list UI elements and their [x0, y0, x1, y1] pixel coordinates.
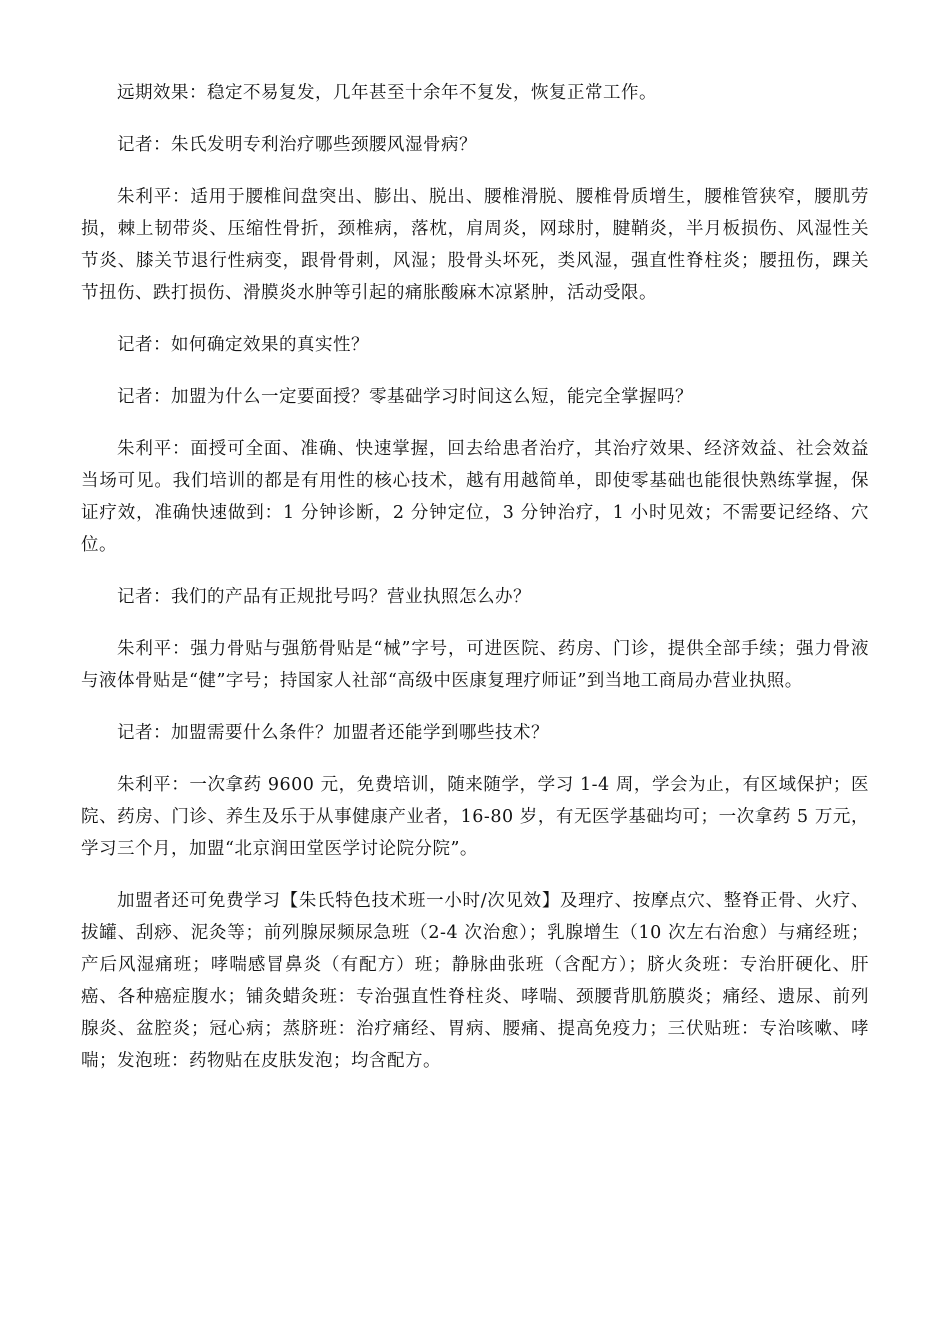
- paragraph-question-approval-license: 记者：我们的产品有正规批号吗？营业执照怎么办？: [117, 587, 531, 607]
- paragraph-question-treatable-diseases: 记者：朱氏发明专利治疗哪些颈腰风湿骨病？: [117, 135, 477, 155]
- paragraph-question-franchise-conditions: 记者：加盟需要什么条件？加盟者还能学到哪些技术？: [117, 723, 549, 743]
- paragraph-answer-approval-license: 朱利平：强力骨贴与强筋骨贴是“械”字号，可进医院、药房、门诊，提供全部手续；强力骨液与液体骨贴是“健”字号；持国家人社部“高级中医康复理疗师证”到当地工商局办营业执照。: [81, 639, 869, 691]
- paragraph-answer-treatable-diseases: 朱利平：适用于腰椎间盘突出、膨出、脱出、腰椎滑脱、腰椎骨质增生，腰椎管狭窄，腰肌劳损，棘上韧带炎、压缩性骨折，颈椎病，落枕，肩周炎，网球肘，腱鞘炎，半月板损伤、风湿性关节炎、膝关节退行性病变，跟骨骨刺，风湿；股骨头坏死，类风湿，强直性脊柱炎；腰扭伤，踝关节扭伤、跌打损伤、滑膜炎水肿等引起的痛胀酸麻木凉紧肿，活动受限。: [81, 187, 869, 303]
- paragraph-answer-in-person-training: 朱利平：面授可全面、准确、快速掌握，回去给患者治疗，其治疗效果、经济效益、社会效益当场可见。我们培训的都是有用性的核心技术，越有用越简单，即使零基础也能很快熟练掌握，保证疗效，准确快速做到：1 分钟诊断，2 分钟定位，3 分钟治疗，1 小时见效；不需要记经络、穴位。: [81, 439, 869, 555]
- paragraph-answer-franchise-conditions: 朱利平：一次拿药 9600 元，免费培训，随来随学，学习 1-4 周，学会为止，有区域保护；医院、药房、门诊、养生及乐于从事健康产业者，16-80 岁，有无医学基础均可；一次拿药 5 万元，学习三个月，加盟“北京润田堂医学讨论院分院”。: [81, 775, 869, 859]
- document-body: [81, 77, 869, 1097]
- paragraph-question-in-person-training: 记者：加盟为什么一定要面授？零基础学习时间这么短，能完全掌握吗？: [117, 387, 693, 407]
- paragraph-question-authenticity: 记者：如何确定效果的真实性？: [117, 335, 369, 355]
- paragraph-long-term-effect: 远期效果：稳定不易复发，几年甚至十余年不复发，恢复正常工作。: [117, 83, 657, 103]
- paragraph-free-courses: 加盟者还可免费学习【朱氏特色技术班一小时/次见效】及理疗、按摩点穴、整脊正骨、火疗、拔罐、刮痧、泥灸等；前列腺尿频尿急班（2-4 次治愈）；乳腺增生（10 次左右治愈）与痛经班；产后风湿痛班；哮喘感冒鼻炎（有配方）班；静脉曲张班（含配方）；脐火灸班：专治肝硬化、肝癌、各种癌症腹水；铺灸蜡灸班：专治强直性脊柱炎、哮喘、颈腰背肌筋膜炎；痛经、遗尿、前列腺炎、盆腔炎；冠心病；蒸脐班：治疗痛经、胃病、腰痛、提高免疫力；三伏贴班：专治咳嗽、哮喘；发泡班：药物贴在皮肤发泡；均含配方。: [81, 891, 869, 1071]
